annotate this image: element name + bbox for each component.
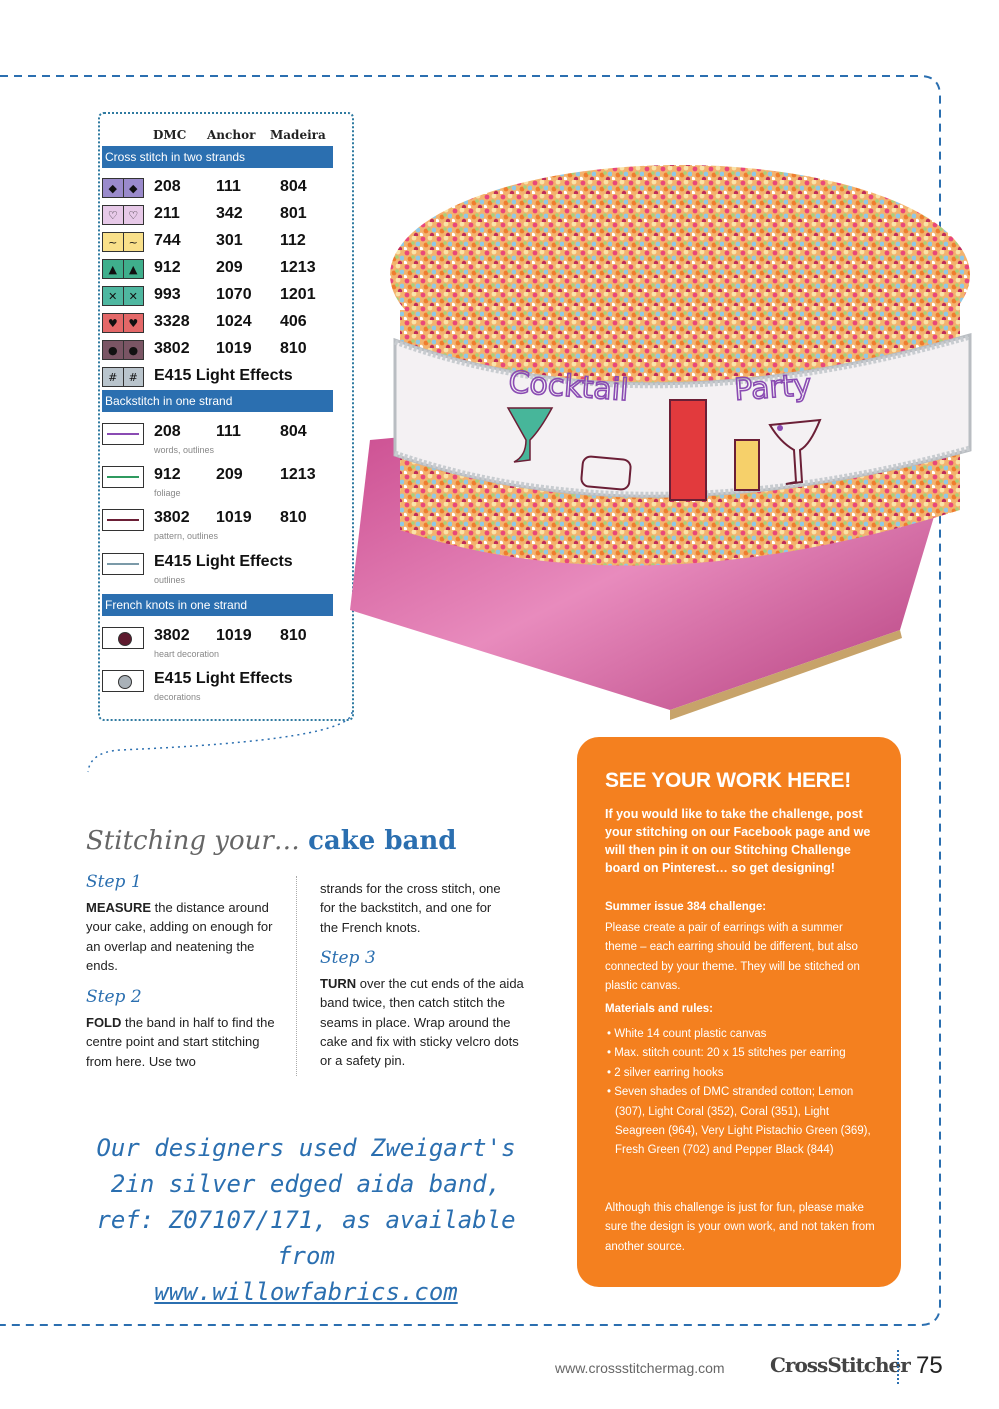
madeira-code: 1213 — [280, 259, 316, 276]
madeira-code: 406 — [280, 313, 307, 330]
challenge-title: SEE YOUR WORK HERE! — [605, 769, 851, 792]
madeira-code: 810 — [280, 509, 307, 526]
anchor-code: 111 — [216, 423, 241, 440]
cross-stitch-row — [102, 286, 333, 312]
madeira-code: 810 — [280, 340, 307, 357]
cross-stitch-row — [102, 259, 333, 285]
anchor-code: 1019 — [216, 627, 252, 644]
dmc-code: 3802 — [154, 509, 190, 526]
symbol-swatch — [102, 205, 144, 225]
anchor-code: 209 — [216, 466, 243, 483]
stitch-symbol-icon: ● — [128, 343, 139, 357]
stitch-symbol-icon: ▲ — [103, 260, 124, 278]
dmc-code: 912 — [154, 466, 181, 483]
col-madeira: Madeira — [270, 128, 326, 142]
french-knots-header: French knots in one strand — [102, 594, 333, 616]
madeira-code: 804 — [280, 423, 307, 440]
backstitch-line-icon — [102, 509, 144, 531]
symbol-swatch — [102, 178, 144, 198]
challenge-heading: Summer issue 384 challenge: — [605, 901, 767, 913]
thread-label: E415 Light Effects — [154, 367, 293, 384]
backstitch-row — [102, 553, 333, 585]
stitch-symbol-icon: ● — [103, 341, 124, 359]
materials-item: • White 14 count plastic canvas — [607, 1028, 767, 1040]
note-line-2: 2in silver edged aida band, — [110, 1170, 502, 1198]
french-knot-dot-icon — [118, 675, 132, 689]
step3-text: TURN over the cut ends of the aida band twice, then catch stitch the seams in place. Wrap around the cake and fix with sticky velcro dots or a safety pin. — [320, 976, 524, 1069]
materials-list — [605, 1025, 875, 1161]
usage-note: outlines — [154, 575, 186, 585]
materials-item: • Max. stitch count: 20 x 15 stitches per earring — [607, 1047, 846, 1060]
cross-stitch-row — [102, 205, 333, 231]
cross-stitch-row — [102, 340, 333, 366]
dmc-code: 744 — [154, 232, 181, 249]
materials-item: • Seven shades of DMC stranded cotton; Lemon (307), Light Coral (352), Coral (351), Light Seagreen (964), Very Light Pistachio Green (369), Fresh Green (702) and Pepper Black (844) — [607, 1086, 871, 1157]
usage-note: heart decoration — [154, 649, 220, 659]
step2-continued: strands for the cross stitch, one for the backstitch, and one for the French knots. — [320, 881, 501, 935]
french-knot-swatch — [102, 670, 144, 692]
french-knot-swatch — [102, 627, 144, 649]
anchor-code: 301 — [216, 232, 243, 249]
cross-stitch-row — [102, 313, 333, 339]
step2-text: FOLD the band in half to find the centre point and start stitching from here. Use two — [86, 1015, 275, 1069]
band-text-cocktail: Cocktail — [507, 365, 630, 409]
madeira-code: 112 — [280, 232, 306, 249]
backstitch-header: Backstitch in one strand — [102, 390, 333, 412]
cake-photo — [340, 110, 999, 730]
stitch-symbol-icon: ✕ — [128, 289, 138, 303]
willowfabrics-link[interactable]: www.willowfabrics.com — [154, 1278, 458, 1306]
challenge-intro: If you would like to take the challenge, post your stitching on our Facebook page and we will then pin it on our Stitching Challenge board on Pinterest… so get designing! — [605, 807, 871, 875]
french-knot-row — [102, 670, 333, 702]
thread-label: E415 Light Effects — [154, 670, 293, 687]
madeira-code: 810 — [280, 627, 307, 644]
step1-text: MEASURE the distance around your cake, adding on enough for an overlap and neatening the ends. — [86, 900, 273, 973]
supplier-note — [96, 1130, 516, 1310]
note-line-1: Our designers used Zweigart's — [96, 1134, 516, 1162]
dmc-code: 208 — [154, 178, 181, 195]
madeira-code: 801 — [280, 205, 307, 222]
backstitch-line-icon — [102, 466, 144, 488]
usage-note: decorations — [154, 692, 201, 702]
stitch-symbol-icon: ◆ — [129, 181, 138, 195]
step1-title: Step 1 — [86, 872, 142, 892]
stitching-title: Stitching your… cake band — [86, 826, 457, 856]
magazine-logo: CrossStitcher — [770, 1353, 910, 1377]
stitch-symbol-icon: ✕ — [103, 287, 124, 305]
anchor-code: 1070 — [216, 286, 252, 303]
dmc-code: 208 — [154, 423, 181, 440]
stitch-symbol-icon: ◆ — [103, 179, 124, 197]
cross-stitch-header: Cross stitch in two strands — [102, 146, 333, 168]
madeira-code: 1213 — [280, 466, 316, 483]
backstitch-line-icon — [102, 553, 144, 575]
dmc-code: 3802 — [154, 627, 190, 644]
symbol-swatch — [102, 259, 144, 279]
dmc-code: 3802 — [154, 340, 190, 357]
anchor-code: 111 — [216, 178, 241, 195]
anchor-code: 1019 — [216, 509, 252, 526]
anchor-code: 1024 — [216, 313, 252, 330]
challenge-box — [577, 737, 901, 1287]
stitch-symbol-icon: ♥ — [103, 314, 124, 332]
stitch-symbol-icon: ♡ — [128, 208, 139, 222]
materials-heading: Materials and rules: — [605, 1003, 714, 1015]
stitch-symbol-icon: ▲ — [129, 262, 138, 276]
col-anchor: Anchor — [207, 128, 256, 142]
dmc-code: 211 — [154, 205, 180, 222]
dmc-code: 912 — [154, 259, 181, 276]
column-divider — [296, 876, 297, 1076]
symbol-swatch — [102, 232, 144, 252]
french-knot-row — [102, 627, 333, 659]
stitch-symbol-icon: ~ — [128, 235, 138, 249]
note-line-3: ref: Z07107/171, as available from — [96, 1206, 516, 1270]
backstitch-row — [102, 423, 333, 455]
backstitch-row — [102, 466, 333, 498]
col-dmc: DMC — [153, 128, 187, 142]
dmc-code: 993 — [154, 286, 181, 303]
symbol-swatch — [102, 286, 144, 306]
stitch-symbol-icon: # — [128, 370, 138, 384]
symbol-swatch — [102, 367, 144, 387]
stitch-symbol-icon: ♥ — [128, 316, 139, 330]
cross-stitch-row — [102, 178, 333, 204]
anchor-code: 1019 — [216, 340, 252, 357]
usage-note: words, outlines — [154, 445, 215, 455]
cross-stitch-row — [102, 232, 333, 258]
step2-title: Step 2 — [86, 987, 142, 1007]
footer-url[interactable]: www.crossstitchermag.com — [555, 1360, 725, 1376]
usage-note: pattern, outlines — [154, 531, 219, 541]
stitch-symbol-icon: ♡ — [103, 206, 124, 224]
challenge-text: Please create a pair of earrings with a summer theme – each earring should be different, but also connected by your theme. They will be stitched on plastic canvas. — [605, 922, 860, 993]
anchor-code: 342 — [216, 205, 243, 222]
stitch-symbol-icon: ~ — [103, 233, 124, 251]
french-knot-dot-icon — [118, 632, 132, 646]
footer-divider — [897, 1350, 899, 1384]
dmc-code: 3328 — [154, 313, 190, 330]
symbol-swatch — [102, 313, 144, 333]
usage-note: foliage — [154, 488, 181, 498]
page-number: 75 — [916, 1352, 943, 1379]
thread-label: E415 Light Effects — [154, 553, 293, 570]
challenge-closing: Although this challenge is just for fun, please make sure the design is your own work, and not taken from another source. — [605, 1202, 875, 1253]
backstitch-row — [102, 509, 333, 541]
stitch-symbol-icon: # — [103, 368, 124, 386]
symbol-swatch — [102, 340, 144, 360]
band-text-party: Party — [733, 367, 813, 408]
step3-title: Step 3 — [320, 948, 376, 968]
backstitch-line-icon — [102, 423, 144, 445]
anchor-code: 209 — [216, 259, 243, 276]
madeira-code: 1201 — [280, 286, 316, 303]
materials-item: • 2 silver earring hooks — [607, 1066, 724, 1079]
madeira-code: 804 — [280, 178, 307, 195]
